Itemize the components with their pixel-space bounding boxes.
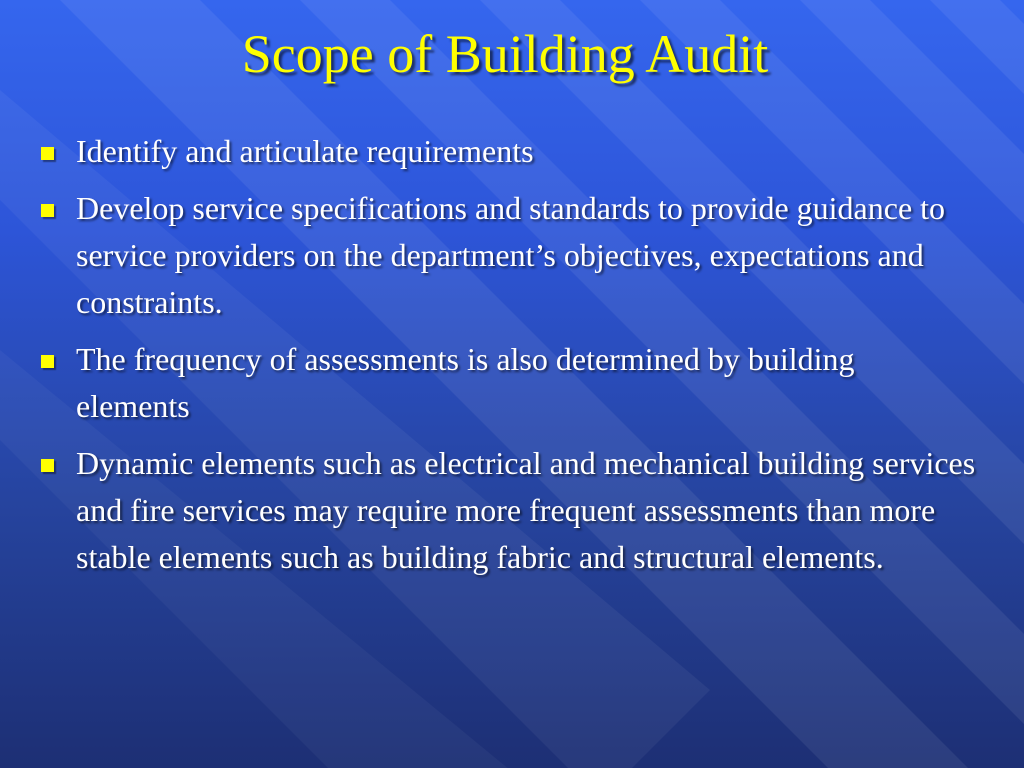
bullet-text: The frequency of assessments is also determined by building elements <box>76 341 855 424</box>
bullet-text: Develop service specifications and standards to provide guidance to service providers on the department’s objectives, expectations and constraints. <box>76 190 946 320</box>
square-bullet-icon <box>41 459 54 472</box>
square-bullet-icon <box>41 204 54 217</box>
bullet-item <box>36 336 976 430</box>
bullet-item <box>36 440 976 581</box>
bullet-item <box>36 128 976 175</box>
square-bullet-icon <box>41 147 54 160</box>
bullet-list <box>36 128 976 591</box>
slide-title: Scope of Building Audit <box>241 24 769 84</box>
bullet-item <box>36 185 976 326</box>
square-bullet-icon <box>41 355 54 368</box>
bullet-text: Identify and articulate requirements <box>76 133 534 169</box>
bullet-text: Dynamic elements such as electrical and mechanical building services and fire services may require more frequent assessments than more stable elements such as building fabric and structural elements. <box>76 445 976 575</box>
